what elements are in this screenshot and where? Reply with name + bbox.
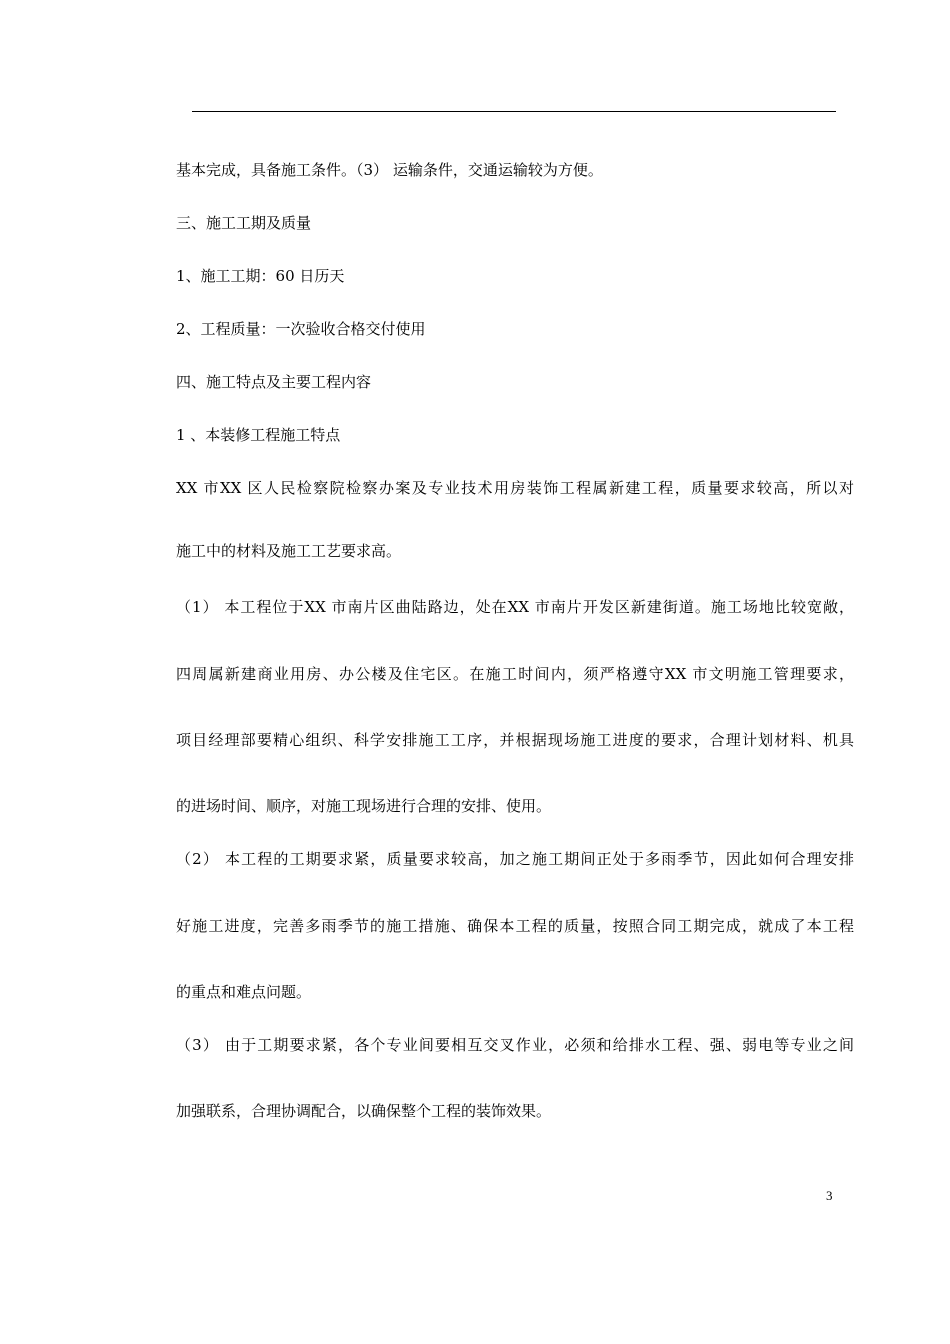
paragraph-line: （2） 本工程的工期要求紧，质量要求较高，加之施工期间正处于多雨季节，因此如何合理安排 [176, 850, 854, 868]
paragraph-line: （3） 由于工期要求紧，各个专业间要相互交叉作业，必须和给排水工程、强、弱电等专业之间 [176, 1036, 854, 1054]
paragraph-line: XX 市XX 区人民检察院检察办案及专业技术用房装饰工程属新建工程，质量要求较高，所以对 [176, 479, 854, 497]
paragraph-line: 项目经理部要精心组织、科学安排施工工序，并根据现场施工进度的要求，合理计划材料、机具 [176, 731, 854, 749]
paragraph-line: 加强联系，合理协调配合，以确保整个工程的装饰效果。 [176, 1102, 552, 1120]
page-number: 3 [826, 1188, 833, 1203]
paragraph-line: 1、施工工期：60 日历天 [176, 267, 345, 285]
paragraph-line: 2、工程质量：一次验收合格交付使用 [176, 320, 426, 338]
header-rule [192, 111, 836, 112]
paragraph-line: 四周属新建商业用房、办公楼及住宅区。在施工时间内，须严格遵守XX 市文明施工管理要求， [176, 665, 854, 683]
paragraph-line: 基本完成，具备施工条件。（3） 运输条件，交通运输较为方便。 [176, 161, 603, 179]
paragraph-line: 好施工进度，完善多雨季节的施工措施、确保本工程的质量，按照合同工期完成，就成了本工程 [176, 917, 854, 935]
paragraph-line: （1） 本工程位于XX 市南片区曲陆路边，处在XX 市南片开发区新建街道。施工场地比较宽敞， [176, 598, 854, 616]
section-heading: 三、施工工期及质量 [176, 214, 312, 232]
subsection-heading: 1 、本装修工程施工特点 [176, 426, 341, 444]
section-heading: 四、施工特点及主要工程内容 [176, 373, 372, 391]
paragraph-line: 的重点和难点问题。 [176, 983, 312, 1001]
paragraph-line: 的进场时间、顺序，对施工现场进行合理的安排、使用。 [176, 797, 552, 815]
paragraph-line: 施工中的材料及施工工艺要求高。 [176, 542, 402, 560]
